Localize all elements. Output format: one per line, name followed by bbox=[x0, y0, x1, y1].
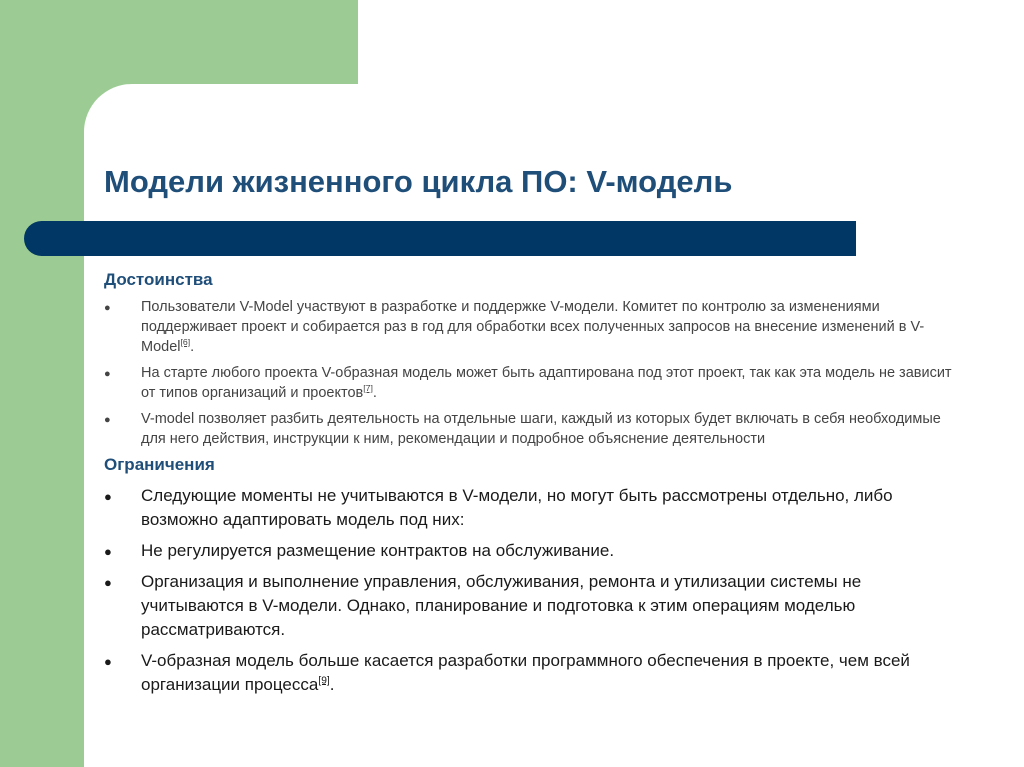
bullet-icon: ● bbox=[104, 302, 111, 314]
advantage-text: V-model позволяет разбить деятельность на отдельные шаги, каждый из которых будет включать в себя необходимые для него действия, инструкции к ним, рекомендации и подробное объяснение деятельности bbox=[141, 411, 941, 447]
advantages-list bbox=[104, 297, 954, 449]
reference-link[interactable]: [6] bbox=[180, 337, 191, 348]
reference-link[interactable]: [9] bbox=[318, 675, 330, 687]
bullet-icon: ● bbox=[104, 368, 111, 380]
advantage-item bbox=[104, 363, 954, 403]
slide-title: Модели жизненного цикла ПО: V-модель bbox=[104, 164, 733, 199]
bullet-icon: ● bbox=[104, 654, 112, 669]
limitation-item bbox=[104, 649, 954, 697]
limitation-item bbox=[104, 484, 954, 532]
advantage-item bbox=[104, 409, 954, 449]
advantage-item bbox=[104, 297, 954, 357]
limitation-text: V-образная модель больше касается разработки программного обеспечения в проекте, чем всей организации процесса bbox=[141, 651, 910, 694]
advantage-tail: . bbox=[190, 339, 195, 355]
limitations-heading: Ограничения bbox=[104, 455, 215, 474]
limitation-text: Следующие моменты не учитываются в V-модели, но могут быть рассмотрены отдельно, либо возможно адаптировать модель под них: bbox=[141, 486, 893, 529]
bullet-icon: ● bbox=[104, 575, 112, 590]
bullet-icon: ● bbox=[104, 489, 112, 504]
limitation-tail: . bbox=[329, 675, 335, 694]
slide-content bbox=[104, 270, 954, 704]
limitation-text: Не регулируется размещение контрактов на обслуживание. bbox=[141, 541, 615, 560]
limitation-item bbox=[104, 539, 954, 563]
advantages-heading: Достоинства bbox=[104, 270, 213, 289]
title-underline-bar bbox=[24, 221, 856, 256]
advantage-text: На старте любого проекта V-образная модель может быть адаптирована под этот проект, так как эта модель не зависит от типов организаций и проектов bbox=[141, 365, 952, 401]
bullet-icon: ● bbox=[104, 544, 112, 559]
reference-link[interactable]: [7] bbox=[363, 383, 373, 394]
advantage-tail: . bbox=[372, 385, 377, 401]
limitation-text: Организация и выполнение управления, обслуживания, ремонта и утилизации системы не учитываются в V-модели. Однако, планирование и подготовка к этим операциям моделью рассматриваются. bbox=[141, 572, 862, 639]
limitation-item bbox=[104, 570, 954, 642]
advantage-text: Пользователи V-Model участвуют в разработке и поддержке V-модели. Комитет по контролю за изменениями поддерживает проект и собирается раз в год для обработки всех полученных запросов на внесение изменений в V-Model bbox=[141, 299, 925, 355]
bullet-icon: ● bbox=[104, 414, 111, 426]
limitations-list bbox=[104, 484, 954, 697]
